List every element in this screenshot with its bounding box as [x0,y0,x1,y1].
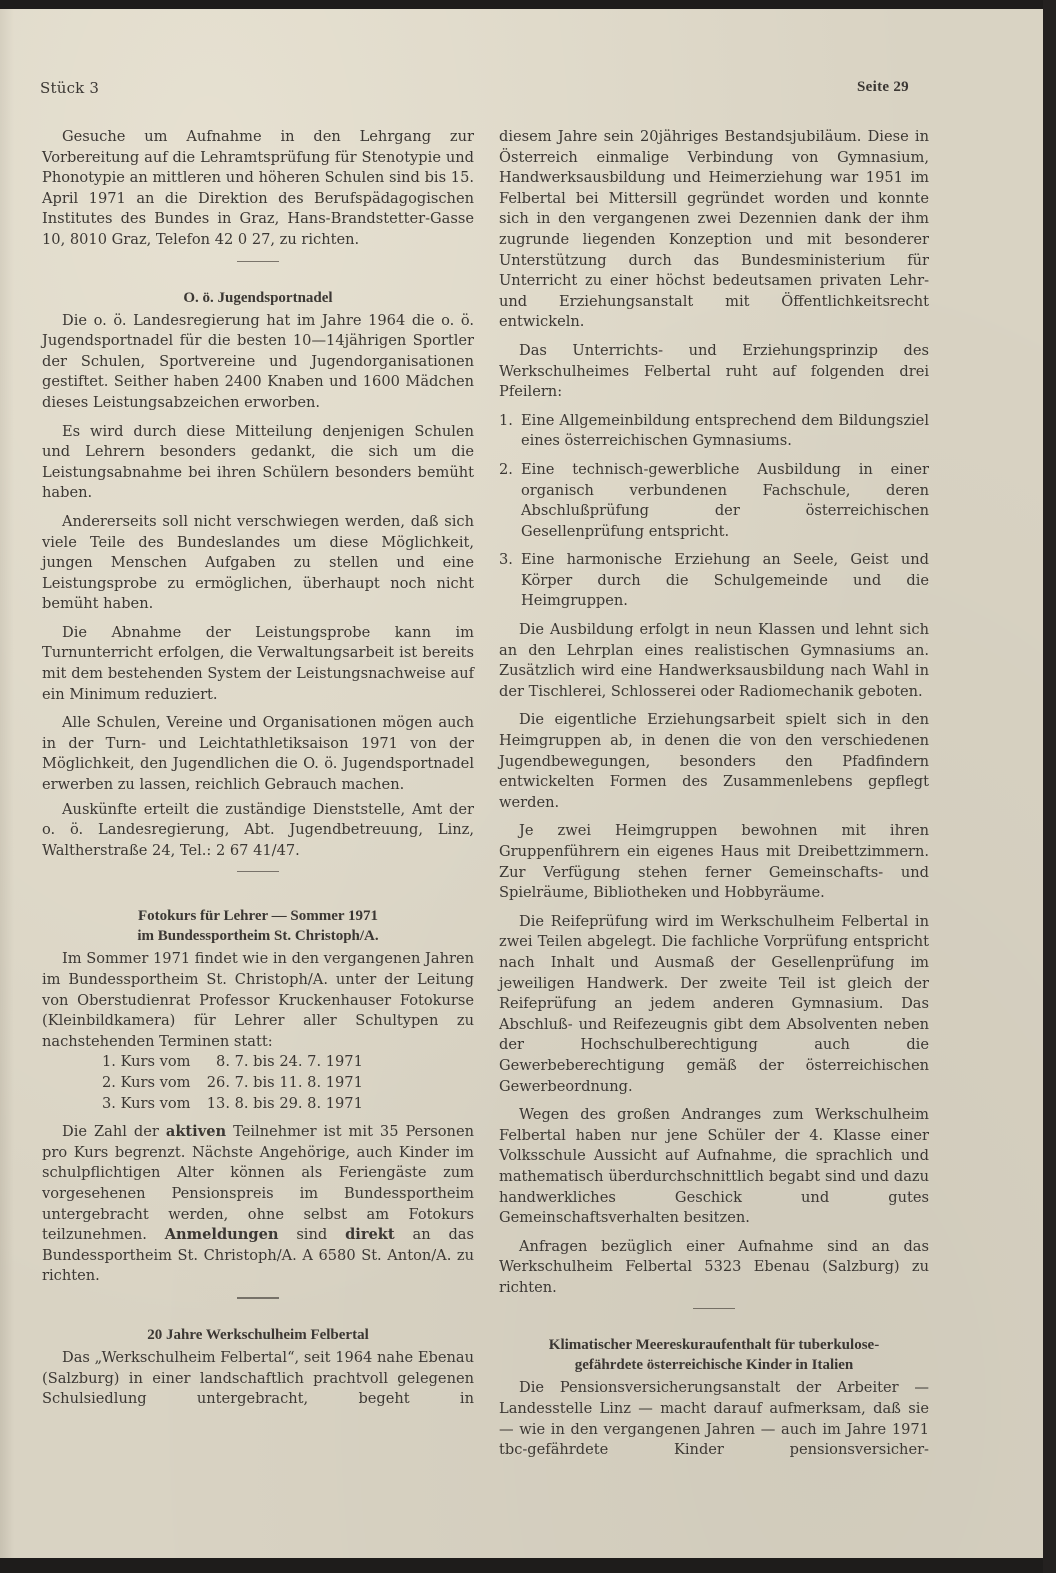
pillar-number: 1. [499,411,513,429]
section-title-line-2: im Bundessportheim St. Christoph/A. [137,928,379,945]
document-page [0,9,1043,1558]
left-column [42,127,474,1418]
scan-edge [1043,0,1056,1573]
participants-paragraph: Die Zahl der aktiven Teilnehmer ist mit 35 Personen pro Kurs begrenzt. Nächste Angehörige, auch Kinder im schulpflichtigen Alter können als Feriengäste zum vorgesehenen Pensionspreis im Bundessportheim untergebracht werden, ohne selbst am Fotokurs teilzunehmen. Anmeldungen sind direkt an das Bundessportheim St. Christoph/A. A 6580 St. Anton/A. zu richten. [42,1123,474,1285]
pillar-item [499,550,929,612]
course-label: 2. Kurs vom [102,1073,191,1091]
course-label: 1. Kurs vom [102,1053,191,1071]
paragraph: Im Sommer 1971 findet wie in den vergangenen Jahren im Bundessportheim St. Christoph/A. unter der Leitung von Oberstudienrat Professor Kruckenhauser Fotokurse (Kleinbildkamera) für Lehrer aller Schultypen zu nachstehenden Terminen statt: [42,950,474,1050]
course-dates-list [42,1052,474,1114]
course-from: 13. 8. [206,1094,249,1112]
section-jugendsportnadel [42,288,474,862]
paragraph: Auskünfte erteilt die zuständige Dienststelle, Amt der o. ö. Landesregierung, Abt. Jugendbetreuung, Linz, Waltherstraße 24, Tel.: 2 67 41/47. [42,800,474,859]
right-column [499,127,929,1469]
lehrgang-notice-paragraph: Gesuche um Aufnahme in den Lehrgang zur Vorbereitung auf die Lehramtsprüfung für Stenotypie und Phonotypie an mittleren und höheren Schulen sind bis 15. April 1971 an die Direktion des Berufspädagogischen Institutes des Bundes in Graz, Hans-Brandstetter-Gasse 10, 8010 Graz, Telefon 42 0 27, zu richten. [42,128,474,248]
course-date-row [102,1052,474,1073]
course-to: 29. 8. 1971 [279,1094,363,1112]
paragraph: Alle Schulen, Vereine und Organisationen mögen auch in der Turn- und Leichtathletiksaison 1971 von der Möglichkeit, den Jugendlichen die O. ö. Jugendsportnadel erwerben zu lassen, reichlich Gebrauch machen. [42,714,474,794]
paragraph: Die eigentliche Erziehungsarbeit spielt sich in den Heimgruppen ab, in denen die von den verschiedenen Jugendbewegungen, besonders den Pfadfindern entwickelten Formen des Zusammenlebens gepflegt werden. [499,711,929,811]
section-divider [693,1308,735,1309]
section-title-line-2: gefährdete österreichische Kinder in Italien [574,1357,854,1374]
section-title: 20 Jahre Werkschulheim Felbertal [147,1326,369,1343]
paragraph: Die o. ö. Landesregierung hat im Jahre 1964 die o. ö. Jugendsportnadel für die besten 10—14jährigen Sportler der Schulen, Sportvereine und Jugendorganisationen gestiftet. Seither haben 2400 Knaben und 1600 Mädchen dieses Leistungsabzeichen erworben. [42,311,474,411]
pillar-text: Eine harmonische Erziehung an Seele, Geist und Körper durch die Schulgemeinde und die Heimgruppen. [521,551,929,610]
emphasis: Anmeldungen [164,1226,279,1244]
pillars-list [499,411,929,612]
paragraph: Das Unterrichts- und Erziehungsprinzip des Werkschulheimes Felbertal ruht auf folgenden drei Pfeilern: [499,341,929,401]
pillar-item [499,460,929,542]
course-date-row [102,1094,474,1115]
course-date-row [102,1073,474,1094]
paragraph: Die Ausbildung erfolgt in neun Klassen und lehnt sich an den Lehrplan eines realistischen Gymnasiums an. Zusätzlich wird eine Handwerksausbildung nach Wahl in der Tischlerei, Schlosserei oder Radiomechanik geboten. [499,621,929,700]
section-meereskur [499,1335,929,1460]
course-to: 24. 7. 1971 [279,1053,363,1071]
course-bis: bis [253,1073,275,1091]
pillar-text: Eine technisch-gewerbliche Ausbildung in einer organisch verbundenen Fachschule, deren Abschlußprüfung der österreichischen Gesellenprüfung entspricht. [521,460,929,540]
pillar-number: 3. [499,551,513,569]
paragraph: Je zwei Heimgruppen bewohnen mit ihren Gruppenführern ein eigenes Haus mit Dreibettzimmern. Zur Verfügung stehen ferner Gemeinschafts- und Spielräume, Bibliotheken und Hobbyräume. [499,822,929,902]
course-label: 3. Kurs vom [102,1094,191,1112]
section-divider [237,1297,279,1299]
section-felbertal [42,1325,474,1410]
issue-number: Stück 3 [40,79,100,97]
paragraph-continued: diesem Jahre sein 20jähriges Bestandsjubiläum. Diese in Österreich einmalige Verbindung von Gymnasium, Handwerksausbildung und Heimerziehung war 1951 im Felbertal bei Mittersill gegründet worden und konnte sich in den vergangenen zwei Dezennien dank der ihm zugrunde liegenden Konzeption und mit besonderer Unterstützung durch das Bundesministerium für Unterricht zu einer höchst bedeutsamen privaten Lehr- und Erziehungsanstalt mit Öffentlichkeitsrecht entwickeln. [499,128,929,331]
section-divider [237,261,279,262]
paragraph: Die Abnahme der Leistungsprobe kann im Turnunterricht erfolgen, die Verwaltungsarbeit ist bereits mit dem bestehenden System der Leistungsnachweise auf ein Minimum reduziert. [42,623,474,703]
course-bis: bis [253,1094,275,1112]
page-number: Seite 29 [857,79,909,95]
paragraph: Das „Werkschulheim Felbertal“, seit 1964 nahe Ebenau (Salzburg) in einer landschaftlich prachtvoll gelegenen Schulsiedlung untergebracht, begeht in [42,1348,474,1408]
section-title-line-1: Fotokurs für Lehrer — Sommer 1971 [137,908,379,925]
course-from: 26. 7. [206,1073,249,1091]
section-title-line-1: Klimatischer Meereskuraufenthalt für tuberkulose- [548,1337,880,1354]
section-title: O. ö. Jugendsportnadel [183,289,333,306]
paragraph: Wegen des großen Andranges zum Werkschulheim Felbertal haben nur jene Schüler der 4. Klasse einer Volksschule Aussicht auf Aufnahme, die sprachlich und mathematisch überdurchschnittlich begabt sind und dazu handwerkliches Geschick und gutes Gemeinschaftsverhalten besitzen. [499,1106,929,1227]
paragraph: Die Reifeprüfung wird im Werkschulheim Felbertal in zwei Teilen abgelegt. Die fachliche Vorprüfung entspricht nach Inhalt und Ausmaß der Gesellenprüfung im jeweiligen Handwerk. Der zweite Teil ist gleich der Reifeprüfung an jedem anderen Gymnasium. Das Abschluß- und Reifezeugnis gibt dem Absolventen neben der Hochschulberechtigung auch die Gewerbeberechtigung gemäß der österreichischen Gewerbeordnung. [499,912,929,1095]
paragraph: Andererseits soll nicht verschwiegen werden, daß sich viele Teile des Bundeslandes um diese Möglichkeit, jungen Menschen Aufgaben zu stellen und eine Leistungsprobe zu ermöglichen, überhaupt noch nicht bemüht haben. [42,512,474,613]
pillar-text: Eine Allgemeinbildung entsprechend dem Bildungsziel eines österreichischen Gymnasiums. [521,411,929,450]
section-fotokurs [42,906,474,1287]
paragraph: Anfragen bezüglich einer Aufnahme sind an das Werkschulheim Felbertal 5323 Ebenau (Salzburg) zu richten. [499,1237,929,1296]
pillar-item [499,411,929,452]
pillar-number: 2. [499,460,513,478]
course-from: 8. 7. [216,1053,249,1071]
section-divider [237,871,279,872]
emphasis: direkt [345,1226,395,1244]
course-bis: bis [253,1053,275,1071]
course-to: 11. 8. 1971 [279,1073,363,1091]
emphasis: aktiven [165,1123,227,1141]
paragraph: Es wird durch diese Mitteilung denjenigen Schulen und Lehrern besonders gedankt, die sich um die Leistungsabnahme bei ihren Schülern besonders bemüht haben. [42,422,474,502]
paragraph: Die Pensionsversicherungsanstalt der Arbeiter — Landesstelle Linz — macht darauf aufmerksam, daß sie — wie in den vergangenen Jahren — auch im Jahre 1971 tbc-gefährdete Kinder pensionsversicher- [499,1379,929,1459]
